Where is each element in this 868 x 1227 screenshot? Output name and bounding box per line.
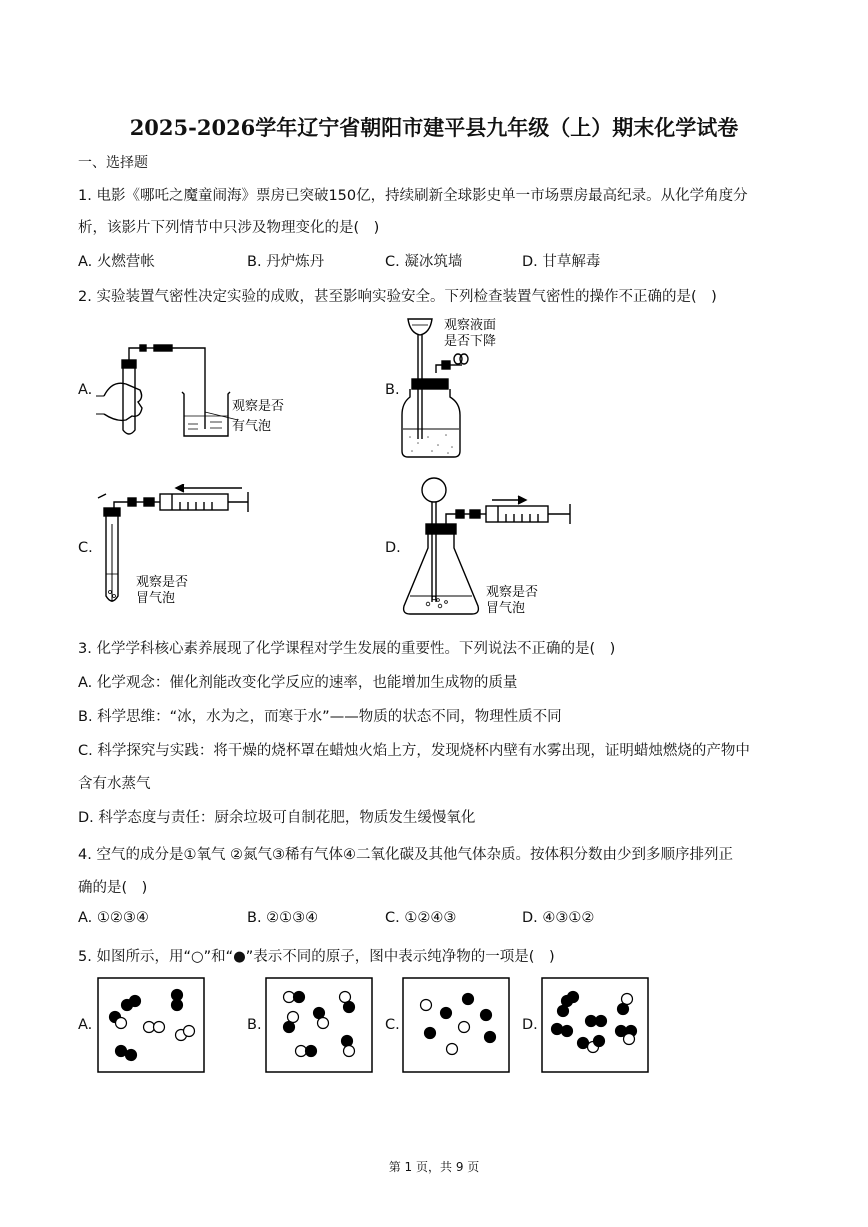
q2-stem: 2. 实验装置气密性决定实验的成败，甚至影响实验安全。下列检查装置气密性的操作不正确的是( ) bbox=[78, 289, 717, 305]
figd-caption-2: 冒气泡 bbox=[486, 601, 526, 616]
figa-caption-2: 有气泡 bbox=[232, 419, 272, 434]
q2-figure-a bbox=[92, 332, 302, 444]
q2-label-a[interactable]: A. bbox=[78, 382, 93, 398]
q3-option-c-line1[interactable]: C. 科学探究与实践：将干燥的烧杯罩在蜡烛火焰上方，发现烧杯内壁有水雾出现，证明蜡烛燃烧的产物中 bbox=[78, 743, 750, 759]
page-footer: 第 1 页，共 9 页 bbox=[388, 1160, 480, 1174]
figb-caption-1: 观察液面 bbox=[444, 318, 497, 333]
figa-caption-1: 观察是否 bbox=[232, 399, 285, 414]
q3-option-c-line2[interactable]: 含有水蒸气 bbox=[78, 776, 151, 792]
q5-box-d bbox=[541, 977, 649, 1073]
q4-option-a[interactable]: A. ①②③④ bbox=[78, 910, 149, 926]
q1-option-d[interactable]: D. 甘草解毒 bbox=[522, 254, 601, 270]
q5-label-b[interactable]: B. bbox=[247, 1017, 262, 1033]
q4-stem-line2: 确的是( ) bbox=[78, 880, 148, 896]
q3-option-d[interactable]: D. 科学态度与责任：厨余垃圾可自制花肥，物质发生缓慢氧化 bbox=[78, 810, 476, 826]
q5-box-c bbox=[402, 977, 510, 1073]
q2-figure-c bbox=[92, 484, 272, 612]
q1-option-a[interactable]: A. 火燃营帐 bbox=[78, 254, 155, 270]
q5-label-d[interactable]: D. bbox=[522, 1017, 538, 1033]
q2-figure-d bbox=[400, 472, 580, 617]
q4-option-c[interactable]: C. ①②④③ bbox=[385, 910, 457, 926]
q2-label-b[interactable]: B. bbox=[385, 382, 400, 398]
q2-figure-b bbox=[400, 311, 550, 461]
q1-option-b[interactable]: B. 丹炉炼丹 bbox=[247, 254, 325, 270]
q3-option-a[interactable]: A. 化学观念：催化剂能改变化学反应的速率，也能增加生成物的质量 bbox=[78, 675, 518, 691]
q5-label-c[interactable]: C. bbox=[385, 1017, 400, 1033]
q5-label-a[interactable]: A. bbox=[78, 1017, 93, 1033]
q5-stem: 5. 如图所示，用“○”和“●”表示不同的原子，图中表示纯净物的一项是( ) bbox=[78, 949, 555, 965]
q5-box-b bbox=[265, 977, 373, 1073]
q1-option-c[interactable]: C. 凝冰筑墙 bbox=[385, 254, 463, 270]
q4-option-b[interactable]: B. ②①③④ bbox=[247, 910, 319, 926]
q4-stem-line1: 4. 空气的成分是①氧气 ②氮气③稀有气体④二氧化碳及其他气体杂质。按体积分数由少到多顺序排列正 bbox=[78, 847, 734, 863]
q1-stem-line2: 析，该影片下列情节中只涉及物理变化的是( ) bbox=[78, 220, 380, 236]
q2-label-c[interactable]: C. bbox=[78, 540, 93, 556]
figc-caption-2: 冒气泡 bbox=[136, 591, 176, 606]
q4-option-d[interactable]: D. ④③①② bbox=[522, 910, 595, 926]
page-title: 2025-2026学年辽宁省朝阳市建平县九年级（上）期末化学试卷 bbox=[129, 115, 739, 140]
q5-box-a bbox=[97, 977, 205, 1073]
q1-stem-line1: 1. 电影《哪吒之魔童闹海》票房已突破150亿，持续刷新全球影史单一市场票房最高纪录。从化学角度分 bbox=[78, 188, 748, 204]
figb-caption-2: 是否下降 bbox=[444, 334, 497, 349]
q3-stem: 3. 化学学科核心素养展现了化学课程对学生发展的重要性。下列说法不正确的是( ) bbox=[78, 641, 616, 657]
section-heading: 一、选择题 bbox=[78, 155, 148, 171]
q3-option-b[interactable]: B. 科学思维：“冰，水为之，而寒于水”——物质的状态不同，物理性质不同 bbox=[78, 709, 562, 725]
figc-caption-1: 观察是否 bbox=[136, 575, 189, 590]
figd-caption-1: 观察是否 bbox=[486, 585, 539, 600]
q2-label-d[interactable]: D. bbox=[385, 540, 401, 556]
